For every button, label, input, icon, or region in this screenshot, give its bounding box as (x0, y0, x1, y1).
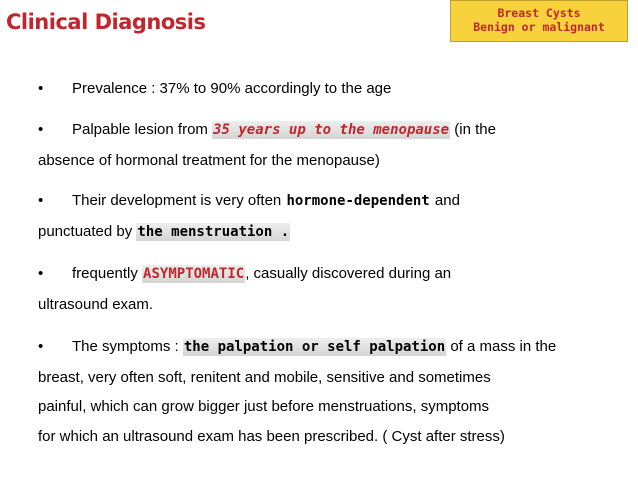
list-item (38, 259, 632, 319)
highlight-text: ASYMPTOMATIC (143, 266, 245, 282)
item-text: frequently (72, 265, 143, 282)
item-text: punctuated by (38, 222, 137, 240)
list-item (38, 186, 632, 247)
highlight-text: the menstruation . (137, 223, 290, 240)
topic-badge (450, 0, 628, 42)
slide-title: Clinical Diagnosis (6, 10, 206, 34)
bullet: • (38, 338, 44, 355)
highlight-text: hormone-dependent (286, 193, 430, 209)
bullet: • (38, 192, 44, 209)
item-text: painful, which can grow bigger just before menstruations, symptoms (38, 398, 490, 415)
item-text: The symptoms : (72, 338, 183, 355)
item-text: Palpable lesion from (72, 121, 213, 138)
item-text: breast, very often soft, renitent and mobile, sensitive and sometimes (38, 368, 491, 386)
item-text: , casually discovered during an (245, 265, 452, 282)
item-text: Their development is very often (72, 192, 286, 209)
bullet: • (38, 121, 44, 138)
bullet: • (38, 80, 44, 97)
item-text: (in the (450, 121, 496, 138)
item-text: absence of hormonal treatment for the menopause) (38, 151, 380, 169)
highlight-text: the palpation or self palpation (183, 339, 446, 355)
highlight-text: 35 years up to the menopause (213, 122, 450, 138)
item-text: and (430, 192, 460, 209)
list-item (38, 332, 632, 451)
item-text: Prevalence : 37% to 90% accordingly to the age (72, 80, 392, 97)
list-item (38, 115, 632, 175)
badge-line-2: Benign or malignant (473, 20, 605, 34)
item-text: ultrasound exam. (38, 295, 154, 313)
item-text: for which an ultrasound exam has been prescribed. ( Cyst after stress) (38, 427, 505, 445)
badge-line-1: Breast Cysts (497, 6, 581, 20)
bullet: • (38, 265, 44, 282)
list-item (38, 74, 632, 104)
item-text: of a mass in the (446, 338, 557, 355)
